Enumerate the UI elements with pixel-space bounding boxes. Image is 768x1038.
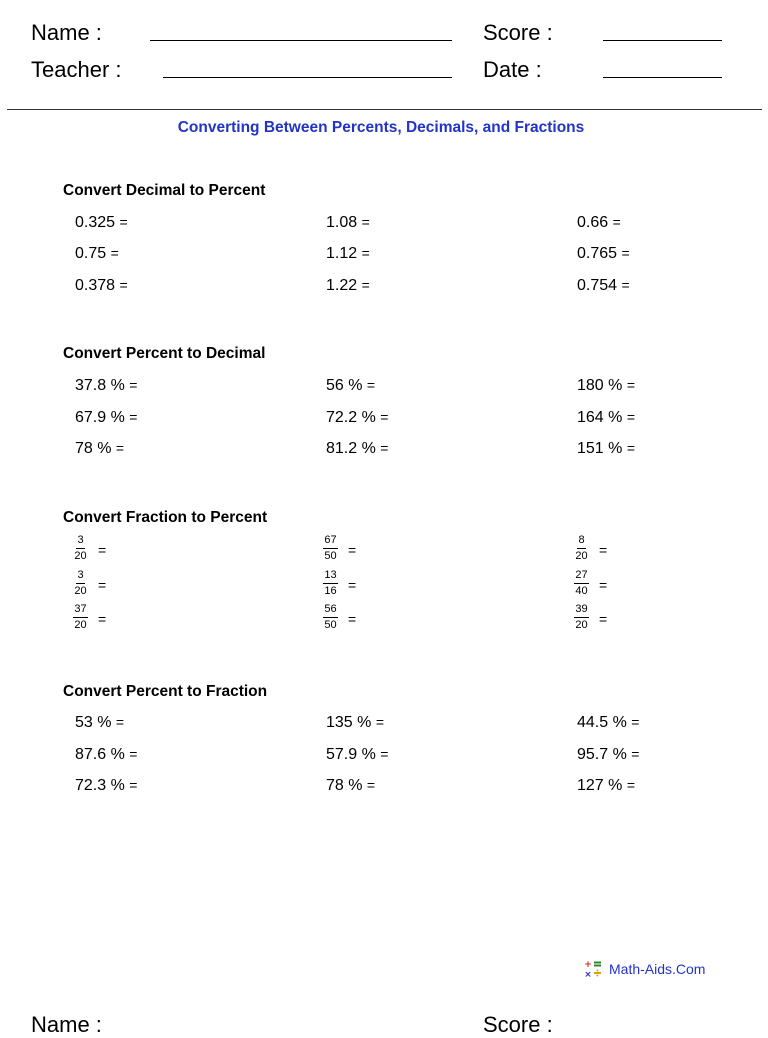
fraction-problem: $\frac{37}{20}$ = [74,603,107,631]
problem: 57.9 % = [326,746,389,763]
problem: 81.2 % = [326,440,389,457]
section-title-percent-to-fraction: Convert Percent to Fraction [63,683,268,700]
fraction-problem: $\frac{56}{50}$ = [324,603,357,631]
math-aids-text: Math-Aids.Com [609,961,706,977]
header-divider [7,109,762,110]
problem: 1.08 = [326,214,370,231]
math-aids-logo-icon [584,960,602,978]
problem: 87.6 % = [75,746,138,763]
problem: 0.378 = [75,277,128,294]
problem: 151 % = [577,440,636,457]
fraction-problem: $\frac{13}{16}$ = [324,569,357,597]
name-label: Name : [31,20,102,45]
fraction-problem: $\frac{39}{20}$ = [575,603,608,631]
name-line[interactable] [150,40,452,41]
score-line[interactable] [603,40,722,41]
problem: 135 % = [326,714,385,731]
svg-text:+: + [584,960,592,970]
problem: 0.75 = [75,245,119,262]
problem: 0.765 = [577,245,630,262]
problem: 56 % = [326,377,376,394]
section-title-decimal-to-percent: Convert Decimal to Percent [63,182,266,199]
date-label: Date : [483,57,542,82]
problem: 78 % = [326,777,376,794]
problem: 127 % = [577,777,636,794]
problem: 53 % = [75,714,125,731]
problem: 1.22 = [326,277,370,294]
problem: 0.325 = [75,214,128,231]
teacher-label: Teacher : [31,57,122,82]
problem: 1.12 = [326,245,370,262]
fraction-problem: $\frac{3}{20}$ = [74,534,107,562]
problem: 72.3 % = [75,777,138,794]
score-label: Score : [483,20,553,45]
svg-text:×: × [584,970,592,978]
problem: 164 % = [577,409,636,426]
problem: 67.9 % = [75,409,138,426]
problem: 0.66 = [577,214,621,231]
problem: 72.2 % = [326,409,389,426]
fraction-problem: $\frac{8}{20}$ = [575,534,608,562]
fraction-problem: $\frac{67}{50}$ = [324,534,357,562]
date-line[interactable] [603,77,722,78]
teacher-line[interactable] [163,77,452,78]
fraction-problem: $\frac{27}{40}$ = [575,569,608,597]
problem: 44.5 % = [577,714,640,731]
worksheet-title: Converting Between Percents, Decimals, and Fractions [177,119,585,136]
section-title-percent-to-decimal: Convert Percent to Decimal [63,345,266,362]
fraction-problem: $\frac{3}{20}$ = [74,569,107,597]
problem: 37.8 % = [75,377,138,394]
next-page-score-label: Score : [483,1012,553,1037]
problem: 180 % = [577,377,636,394]
math-aids-link[interactable] [584,960,705,978]
problem: 78 % = [75,440,125,457]
problem: 95.7 % = [577,746,640,763]
next-page-name-label: Name : [31,1012,102,1037]
section-title-fraction-to-percent: Convert Fraction to Percent [63,509,268,526]
problem: 0.754 = [577,277,630,294]
